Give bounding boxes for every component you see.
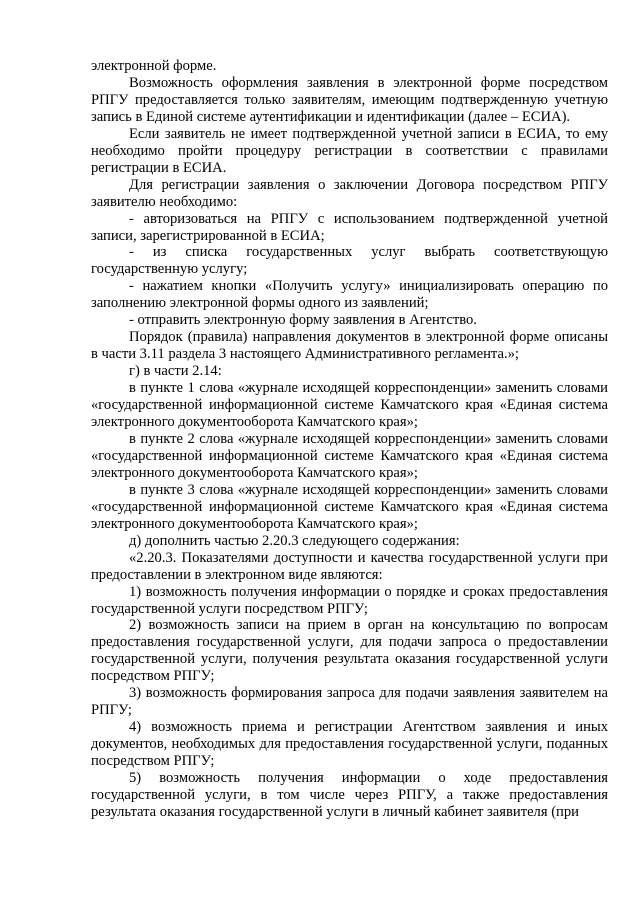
paragraph-submission-rules: Порядок (правила) направления документов в электронной форме описаны в части 3.11 раздела 3 настоящего Административного регламента.»; [91,329,608,363]
paragraph-item-1: в пункте 1 слова «журнале исходящей корреспонденции» заменить словами «государственной информационной системе Камчатского края «Единая система электронного документооборота Камчатского края»; [91,380,608,431]
paragraph-esia-registration: Если заявитель не имеет подтвержденной учетной записи в ЕСИА, то ему необходимо пройти процедуру регистрации в соответствии с правилами регистрации в ЕСИА. [91,125,608,176]
list-item-indicator-5: 5) возможность получения информации о ходе предоставления государственной услуги, в том числе через РПГУ, а также предоставления результата оказания государственной услуги в личный кабинет заявителя (при [91,770,608,820]
paragraph-item-2: в пункте 2 слова «журнале исходящей корреспонденции» заменить словами «государственной информационной системе Камчатского края «Единая система электронного документооборота Камчатского края»; [91,430,608,481]
paragraph-part-2-14: г) в части 2.14: [129,363,222,380]
list-item-authorize: - авторизоваться на РПГУ с использованием подтвержденной учетной записи, зарегистрированной в ЕСИА; [91,210,608,244]
list-item-indicator-4: 4) возможность приема и регистрации Агентством заявления и иных документов, необходимых для предоставления государственной услуги, поданных посредством РПГУ; [91,719,608,770]
paragraph-item-3: в пункте 3 слова «журнале исходящей корреспонденции» заменить словами «государственной информационной системе Камчатского края «Единая система электронного документооборота Камчатского края»; [91,481,608,532]
paragraph-esia-requirement: Возможность оформления заявления в электронной форме посредством РПГУ предоставляется только заявителям, имеющим подтвержденную учетную запись в Единой системе аутентификации и идентификации (далее – ЕСИА). [91,74,608,125]
list-item-indicator-1: 1) возможность получения информации о порядке и сроках предоставления государственной услуги посредством РПГУ; [91,583,608,617]
list-item-select-service: - из списка государственных услуг выбрать соответствующую государственную услугу; [91,244,608,278]
paragraph-2-20-3-heading: «2.20.3. Показателями доступности и качества государственной услуги при предоставлении в электронном виде являются: [91,549,608,583]
list-item-send-form: - отправить электронную форму заявления в Агентство. [129,312,477,329]
paragraph-continuation: электронной форме. [91,58,217,74]
list-item-get-service: - нажатием кнопки «Получить услугу» инициализировать операцию по заполнению электронной формы одного из заявлений; [91,278,608,312]
list-item-indicator-3: 3) возможность формирования запроса для подачи заявления заявителем на РПГУ; [91,685,608,719]
list-item-indicator-2: 2) возможность записи на прием в орган на консультацию по вопросам предоставления государственной услуги, для подачи запроса о предоставлении государственной услуги, получения результата оказания государственной услуги посредством РПГУ; [91,617,608,685]
paragraph-add-part-2-20-3: д) дополнить частью 2.20.3 следующего содержания: [129,532,460,549]
paragraph-registration-steps-intro: Для регистрации заявления о заключении Договора посредством РПГУ заявителю необходимо: [91,176,608,210]
document-body [91,58,608,821]
